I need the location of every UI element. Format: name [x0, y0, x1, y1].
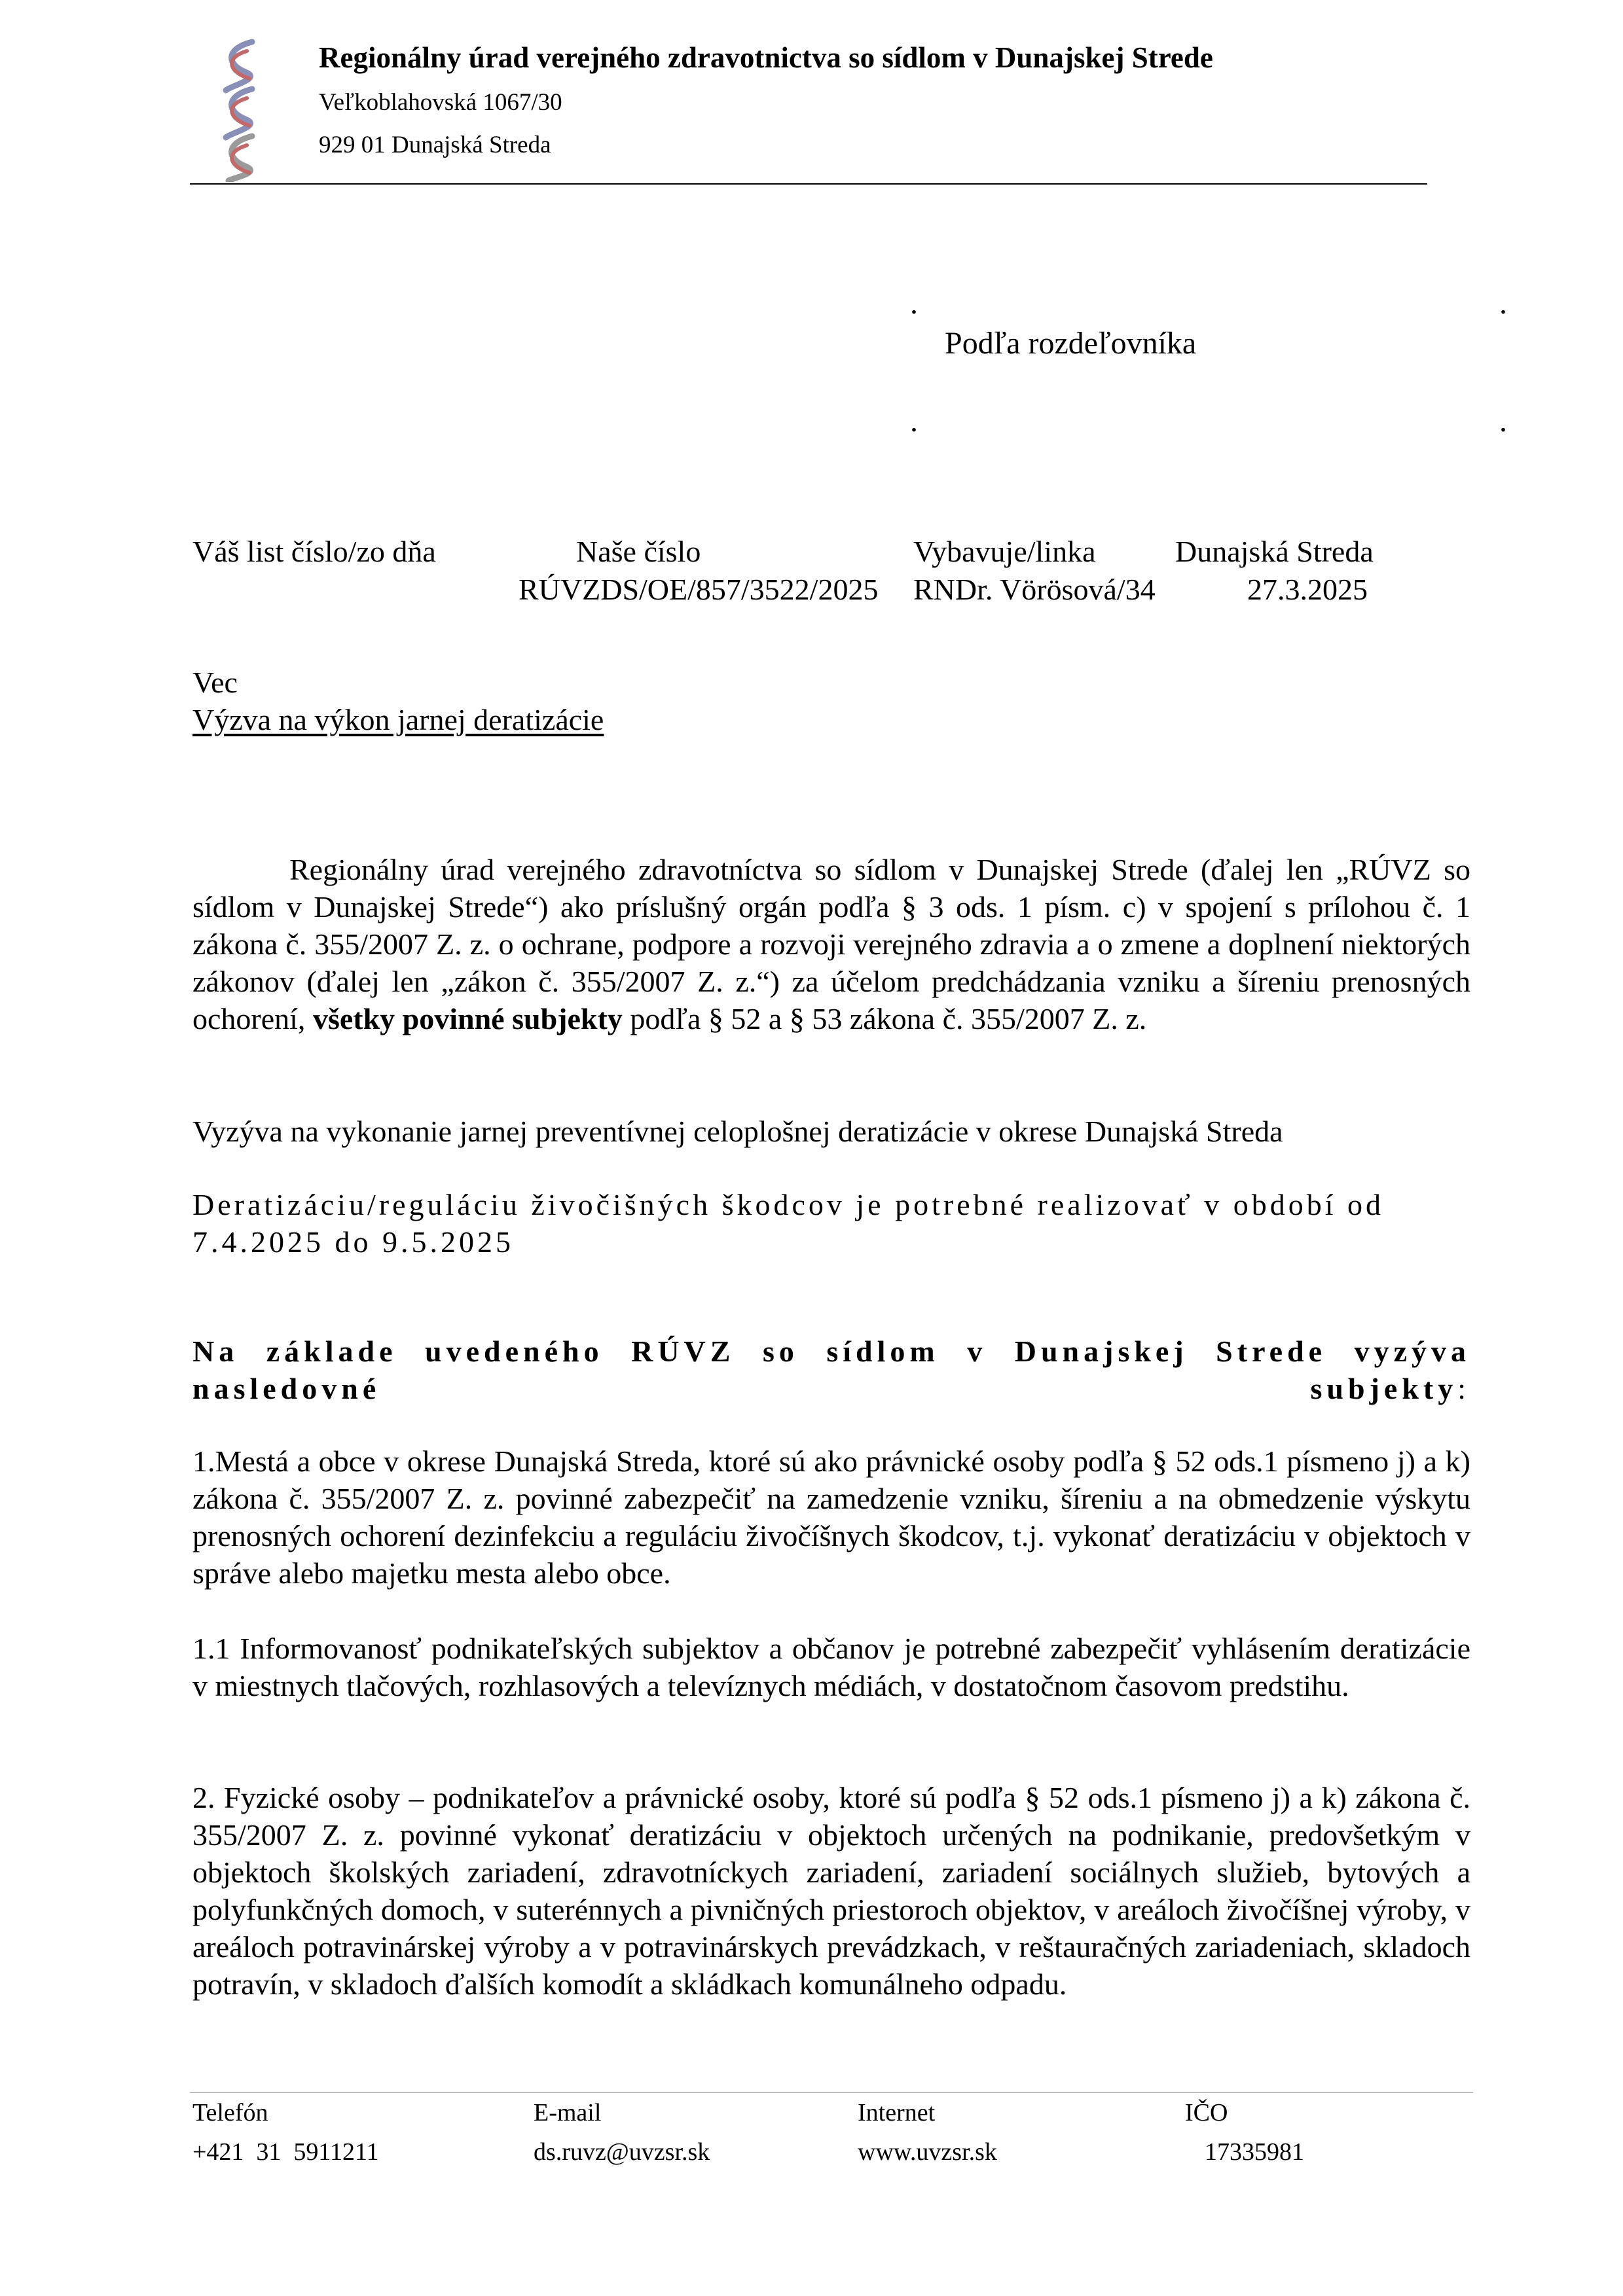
subject-label: Vec — [192, 666, 238, 699]
item-1-text: 1.Mestá a obce v okrese Dunajská Streda, ktoré sú ako právnické osoby podľa § 52 ods.1 písmeno j) a k) zákona č. 355/2007 Z. z. povinné zabezpečiť na zamedzenie vzniku, šíreniu a na obmedzenie výskytu prenosných ochorení dezinfekciu a reguláciu živočíšnych škodcov, t.j. vykonať deratizáciu v objektoch v správe alebo majetku mesta alebo obce. — [192, 1444, 1470, 1590]
our-number-value: RÚVZDS/OE/857/3522/2025 — [519, 573, 879, 606]
item-1-1-text: 1.1 Informovanosť podnikateľských subjektov a občanov je potrebné zabezpečiť vyhlásením deratizácie v miestnych tlačových, rozhlasových a televíznych médiách, v dostatočnom časovom predstihu. — [192, 1632, 1470, 1702]
period-paragraph — [192, 1186, 1470, 1261]
label-handled-by: Vybavuje/linka — [913, 535, 1096, 568]
date-value: 27.3.2025 — [1247, 573, 1368, 606]
corner-mark: . — [1499, 286, 1507, 321]
label-place: Dunajská Streda — [1175, 535, 1374, 568]
organization-name: Regionálny úrad verejného zdravotnictva so sídlom v Dunajskej Strede — [319, 41, 1213, 74]
footer-phone: +421 31 5911211 — [192, 2138, 379, 2166]
footer-web-label: Internet — [858, 2099, 936, 2126]
address-city: 929 01 Dunajská Streda — [319, 132, 551, 158]
intro-paragraph — [192, 851, 1470, 1037]
basis-colon: : — [1457, 1372, 1470, 1405]
call-text: Vyzýva na vykonanie jarnej preventívnej celoplošnej deratizácie v okrese Dunajská Streda — [192, 1115, 1283, 1148]
address-street: Veľkoblahovská 1067/30 — [319, 89, 562, 116]
footer-ico-label: IČO — [1185, 2099, 1228, 2126]
header-divider — [190, 183, 1427, 185]
footer-email-label: E-mail — [534, 2099, 602, 2126]
label-your-letter: Váš list číslo/zo dňa — [192, 535, 436, 568]
label-our-number: Naše číslo — [576, 535, 701, 568]
item-2 — [192, 1779, 1470, 2003]
intro-text-end: podľa § 52 a § 53 zákona č. 355/2007 Z. z. — [622, 1002, 1147, 1035]
basis-text: Na základe uvedeného RÚVZ so sídlom v Dunajskej Strede vyzýva nasledovné subjekty — [192, 1335, 1470, 1405]
corner-mark: . — [1499, 404, 1507, 439]
footer-phone-label: Telefón — [192, 2099, 268, 2126]
basis-paragraph — [192, 1333, 1470, 1407]
footer-web: www.uvzsr.sk — [858, 2138, 997, 2166]
item-1-1 — [192, 1630, 1470, 1704]
footer-ico: 17335981 — [1205, 2138, 1304, 2166]
intro-emphasis: všetky povinné subjekty — [312, 1002, 623, 1035]
period-text: Deratizáciu/reguláciu živočišných škodcov je potrebné realizovať v období od 7.4.2025 do 9.5.2025 — [192, 1188, 1385, 1259]
corner-mark: . — [910, 404, 918, 439]
item-2-text: 2. Fyzické osoby – podnikateľov a právnické osoby, ktoré sú podľa § 52 ods.1 písmeno j) a k) zákona č. 355/2007 Z. z. povinné vykonať deratizáciu v objektoch určených na podnikanie, predovšetkým v objektoch školských zariadení, zdravotníckych zariadení, zariadení sociálnych služieb, bytových a polyfunkčných domoch, v suterénnych a pivničných priestoroch objektov, v areáloch živočíšnej výroby, v areáloch potravinárskej výroby a v potravinárskych prevádzkach, v reštauračných zariadeniach, skladoch potravín, v skladoch ďalších komodít a skládkach komunálneho odpadu. — [192, 1781, 1470, 2001]
item-1 — [192, 1443, 1470, 1592]
footer-email: ds.ruvz@uvzsr.sk — [534, 2138, 710, 2166]
footer-divider — [190, 2092, 1473, 2093]
call-paragraph — [192, 1113, 1470, 1150]
handled-by-value: RNDr. Vörösová/34 — [913, 573, 1156, 606]
intro-text: Regionálny úrad verejného zdravotníctva so sídlom v Dunajskej Strede (ďalej len „RÚVZ so sídlom v Dunajskej Strede“) ako príslušný orgán podľa § 3 ods. 1 písm. c) v spojení s prílohou č. 1 zákona č. 355/2007 Z. z. o ochrane, podpore a rozvoji verejného zdravia a o zmene a doplnení niektorých zákonov (ďalej len „zákon č. 355/2007 Z. z.“) za účelom predchádzania vzniku a šíreniu prenosných ochorení, — [192, 853, 1470, 1035]
subject-title: Výzva na výkon jarnej deratizácie — [192, 703, 604, 736]
organization-logo — [206, 38, 272, 182]
recipient: Podľa rozdeľovníka — [945, 326, 1197, 361]
corner-mark: . — [910, 286, 918, 321]
